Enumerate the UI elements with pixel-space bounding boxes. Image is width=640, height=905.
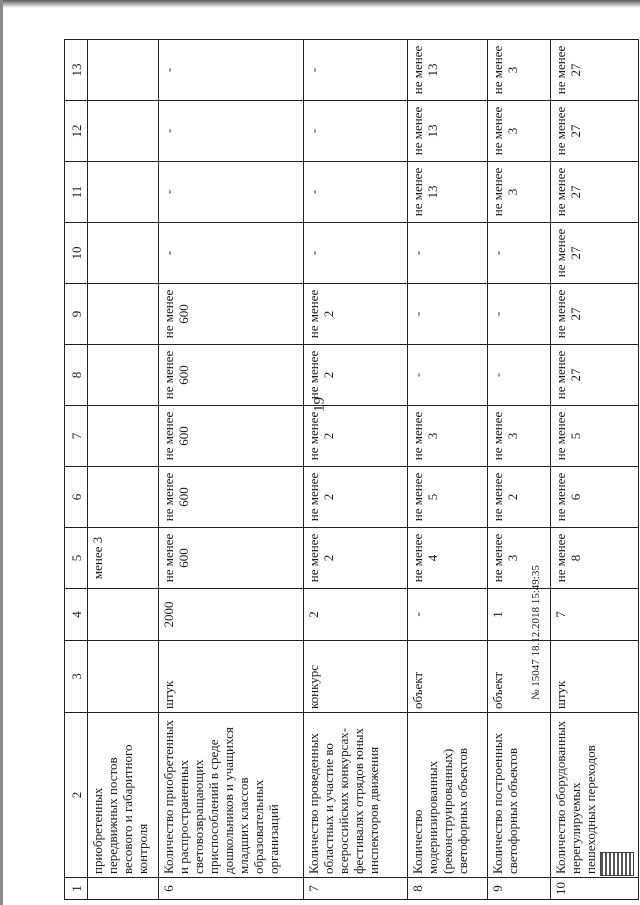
- year-value: -: [159, 162, 304, 223]
- year-value: -: [304, 101, 408, 162]
- indicator-name: Количество проведенных областных и участие во всероссийских конкурсах-фестивалях отрядов юных инспекторов движения: [304, 713, 408, 878]
- col-header: 10: [65, 223, 88, 284]
- indicator-name: Количество приобретенных и распространенных световозвращающих приспособлений в среде дошкольников и учащихся младших классов образовательных организаций: [159, 713, 304, 878]
- year-value: -: [159, 101, 304, 162]
- year-value: не менее 2: [304, 467, 408, 528]
- indicator-table: [64, 39, 639, 900]
- indicator-name: Количество построенных светофорных объектов: [487, 713, 551, 878]
- table-row: [88, 40, 159, 900]
- year-value: -: [487, 223, 551, 284]
- indicator-table-rotated: [64, 40, 639, 900]
- year-value: -: [304, 162, 408, 223]
- year-value: не менее 5: [551, 406, 639, 467]
- header-row: [65, 40, 88, 900]
- year-value: не менее 2: [487, 467, 551, 528]
- year-value: не менее 3: [487, 406, 551, 467]
- row-number: 9: [487, 878, 551, 900]
- year-value: -: [304, 40, 408, 101]
- table-row: [304, 40, 408, 900]
- year-value: -: [408, 345, 487, 406]
- table-row: [551, 40, 639, 900]
- indicator-name: Количество оборудованных нерегулируемых пешеходных переходов: [551, 713, 639, 878]
- col-header: 5: [65, 528, 88, 589]
- year-value: не менее 6: [551, 467, 639, 528]
- year-value: -: [408, 223, 487, 284]
- year-value: не менее 600: [159, 406, 304, 467]
- base-value: 2000: [159, 589, 304, 641]
- year-value: -: [408, 284, 487, 345]
- year-value: не менее 3: [408, 406, 487, 467]
- year-value: [88, 40, 159, 101]
- year-value: не менее 13: [408, 101, 487, 162]
- year-value: [88, 345, 159, 406]
- row-number: 8: [408, 878, 487, 900]
- col-header: 8: [65, 345, 88, 406]
- year-value: менее 3: [88, 528, 159, 589]
- col-header: 13: [65, 40, 88, 101]
- year-value: не менее 4: [408, 528, 487, 589]
- year-value: [88, 223, 159, 284]
- row-number: [88, 878, 159, 900]
- col-header: 3: [65, 641, 88, 713]
- unit: штук: [159, 641, 304, 713]
- unit: [88, 641, 159, 713]
- base-value: -: [408, 589, 487, 641]
- col-header: 2: [65, 713, 88, 878]
- year-value: не менее 27: [551, 223, 639, 284]
- year-value: не менее 600: [159, 528, 304, 589]
- year-value: не менее 2: [304, 284, 408, 345]
- page-number: 19: [311, 397, 328, 412]
- year-value: -: [304, 223, 408, 284]
- year-value: не менее 27: [551, 40, 639, 101]
- unit: объект: [408, 641, 487, 713]
- row-number: 7: [304, 878, 408, 900]
- year-value: не менее 13: [408, 162, 487, 223]
- indicator-name: Количество модернизированных (реконструированных) светофорных объектов: [408, 713, 487, 878]
- col-header: 1: [65, 878, 88, 900]
- year-value: не менее 2: [304, 528, 408, 589]
- scan-edge: [0, 0, 640, 8]
- year-value: не менее 600: [159, 284, 304, 345]
- registration-stamp: № 15047 18.12.2018 15:49:35: [530, 565, 542, 700]
- year-value: [88, 101, 159, 162]
- year-value: -: [487, 284, 551, 345]
- year-value: не менее 600: [159, 345, 304, 406]
- year-value: не менее 2: [304, 406, 408, 467]
- registry-stamp-logo: [600, 852, 634, 876]
- year-value: не менее 27: [551, 345, 639, 406]
- year-value: не менее 2: [304, 345, 408, 406]
- col-header: 4: [65, 589, 88, 641]
- table-row: [159, 40, 304, 900]
- unit: штук: [551, 641, 639, 713]
- col-header: 7: [65, 406, 88, 467]
- year-value: [88, 284, 159, 345]
- base-value: 1: [487, 589, 551, 641]
- base-value: [88, 589, 159, 641]
- year-value: не менее 600: [159, 467, 304, 528]
- year-value: [88, 162, 159, 223]
- year-value: не менее 3: [487, 101, 551, 162]
- year-value: не менее 3: [487, 528, 551, 589]
- year-value: -: [159, 223, 304, 284]
- scan-edge-left: [0, 0, 3, 905]
- year-value: не менее 5: [408, 467, 487, 528]
- year-value: не менее 27: [551, 162, 639, 223]
- year-value: [88, 467, 159, 528]
- col-header: 11: [65, 162, 88, 223]
- base-value: 7: [551, 589, 639, 641]
- year-value: -: [159, 40, 304, 101]
- table-row: [408, 40, 487, 900]
- row-number: 10: [551, 878, 639, 900]
- indicator-name: приобретенных передвижных постов весового и габаритного контроля: [88, 713, 159, 878]
- year-value: не менее 3: [487, 40, 551, 101]
- row-number: 6: [159, 878, 304, 900]
- unit: объект: [487, 641, 551, 713]
- year-value: не менее 27: [551, 284, 639, 345]
- year-value: -: [487, 345, 551, 406]
- year-value: не менее 27: [551, 101, 639, 162]
- year-value: не менее 13: [408, 40, 487, 101]
- year-value: [88, 406, 159, 467]
- year-value: не менее 8: [551, 528, 639, 589]
- unit: конкурс: [304, 641, 408, 713]
- col-header: 9: [65, 284, 88, 345]
- col-header: 12: [65, 101, 88, 162]
- base-value: 2: [304, 589, 408, 641]
- year-value: не менее 3: [487, 162, 551, 223]
- col-header: 6: [65, 467, 88, 528]
